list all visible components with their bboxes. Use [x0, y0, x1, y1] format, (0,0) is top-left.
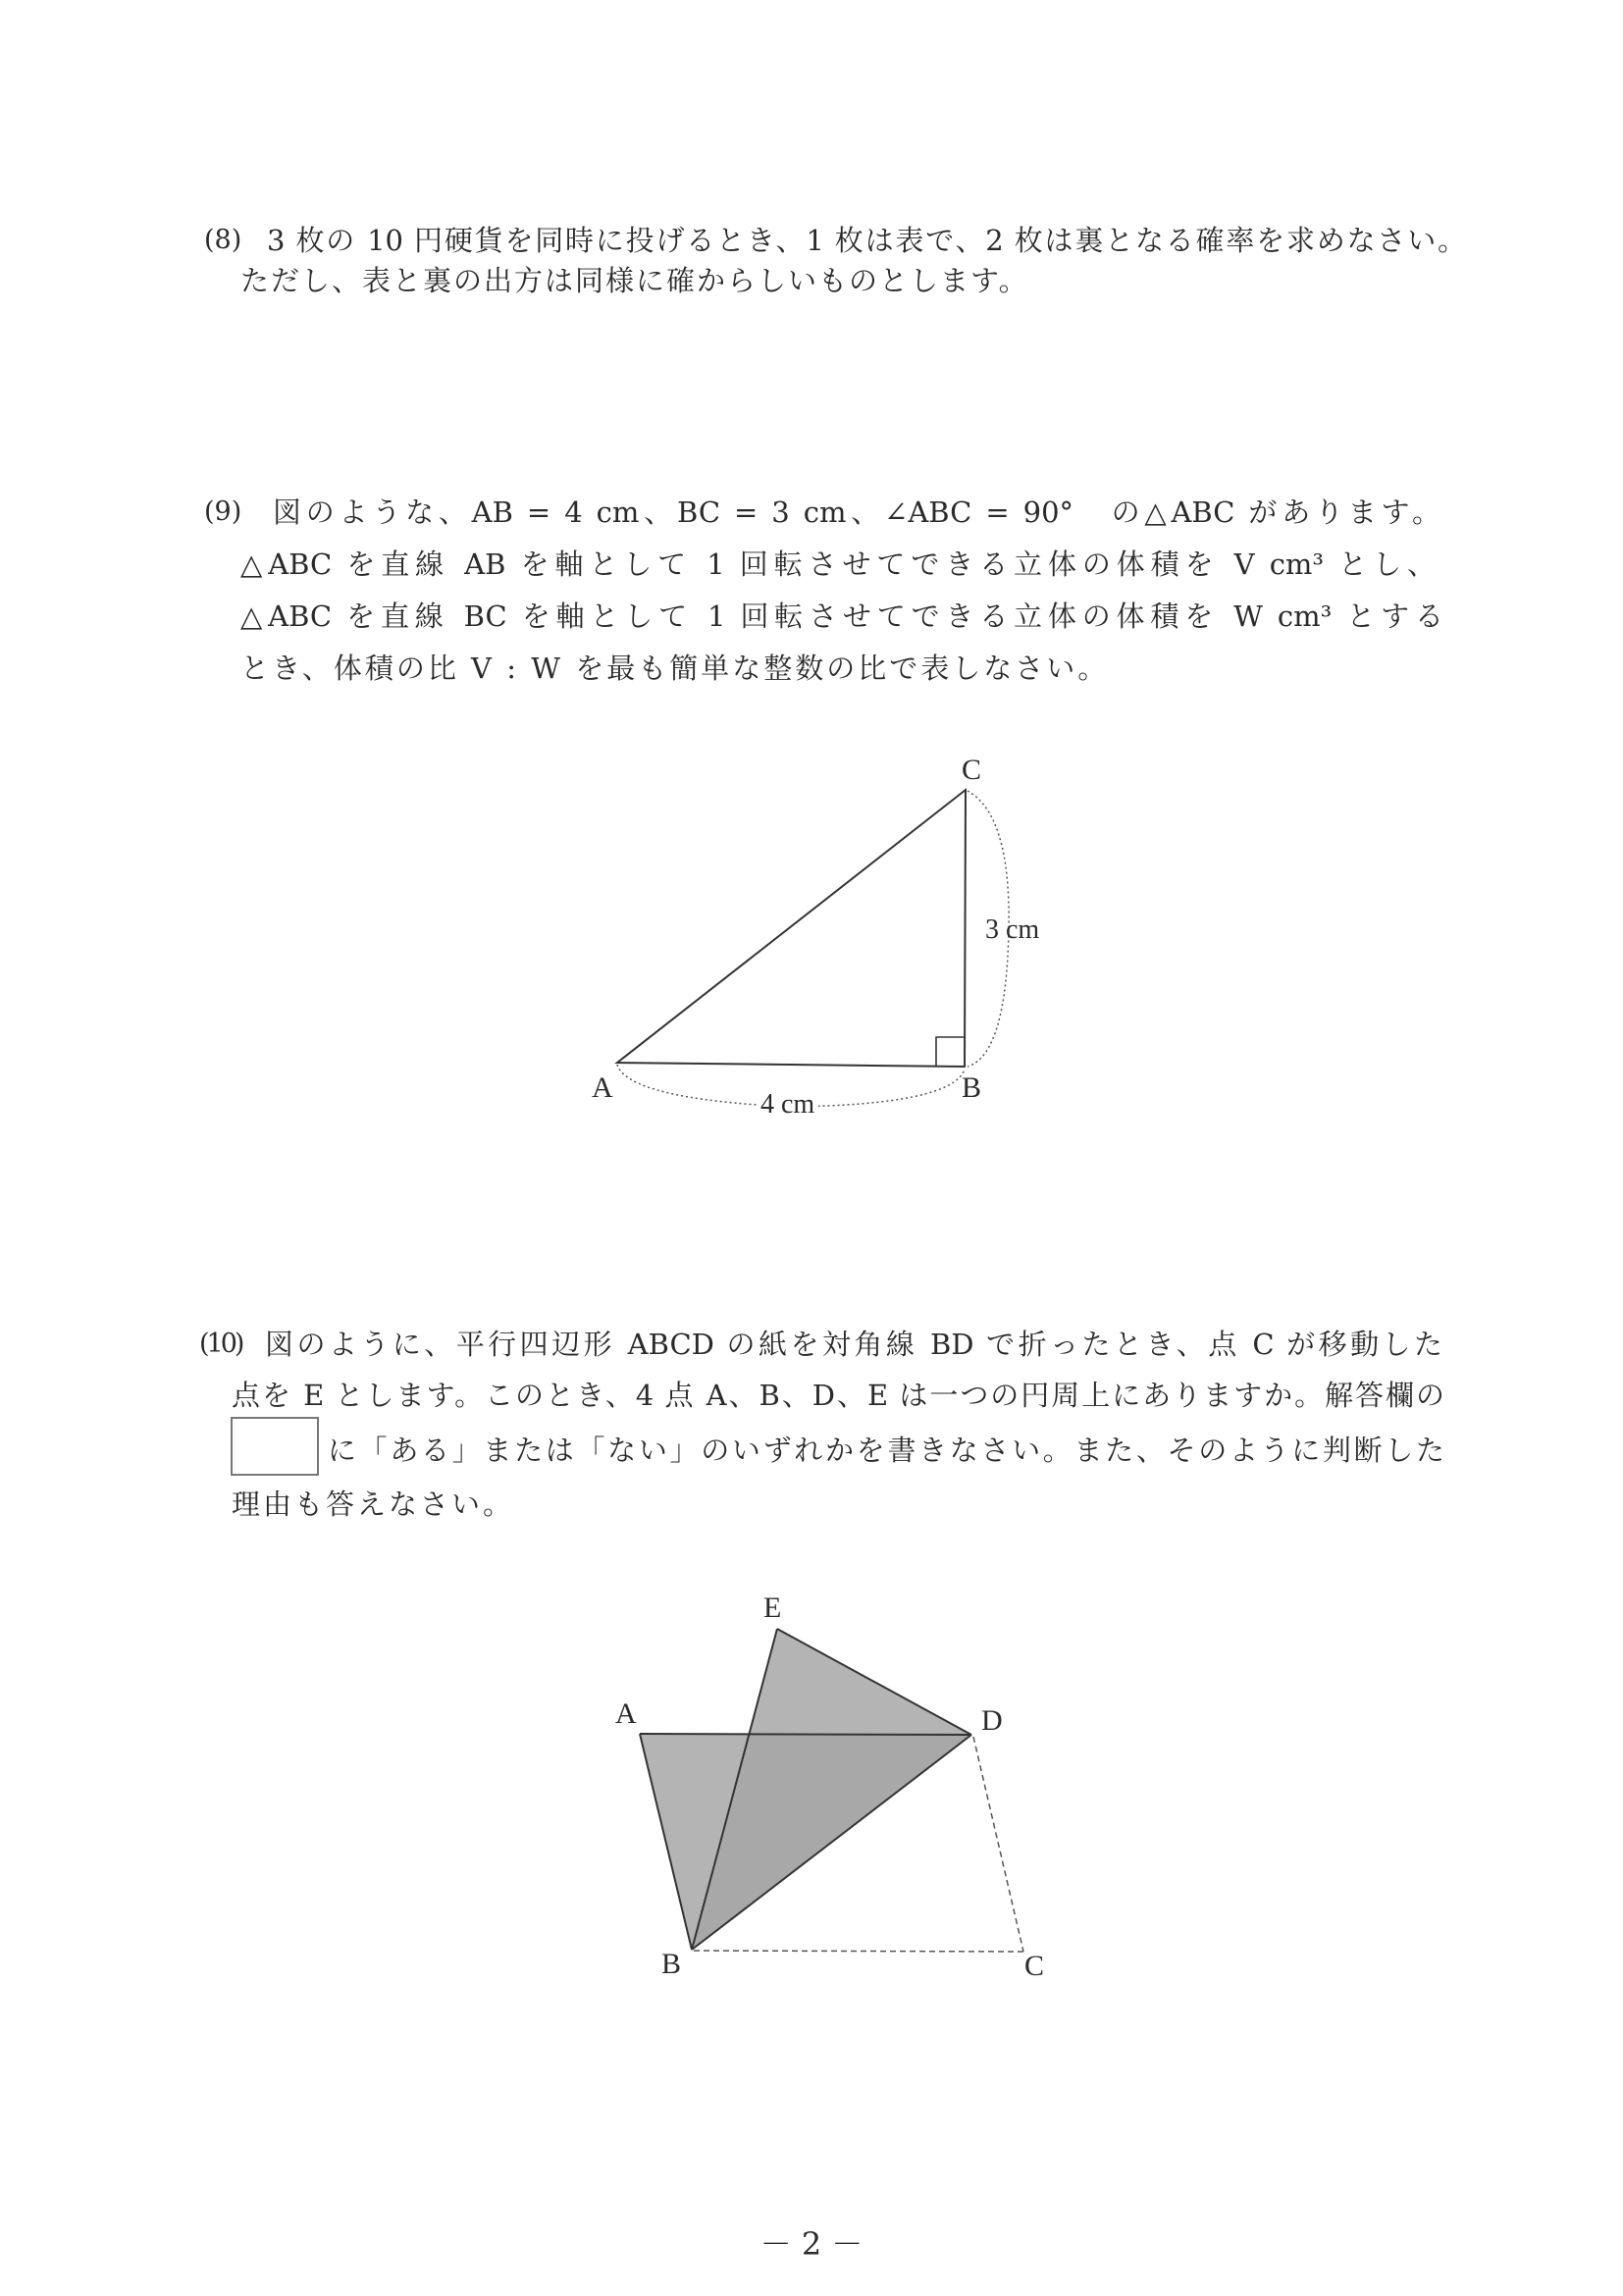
vertex-label-e: E	[763, 1592, 782, 1624]
question-text-line: 図のような、AB = 4 cm、BC = 3 cm、∠ABC = 90° の△ABC があります。	[273, 496, 1440, 529]
vertex-label-c: C	[1024, 1950, 1045, 1982]
question-number: (10)	[199, 1329, 242, 1359]
dimension-label-bc: 3 cm	[985, 914, 1040, 945]
question-text-line: 3 枚の 10 円硬貨を同時に投げるとき、1 枚は表で、2 枚は裏となる確率を求めなさい。	[267, 224, 1466, 257]
question-number: (9)	[204, 496, 242, 527]
vertex-label-c: C	[962, 754, 982, 786]
question-text-line: ただし、表と裏の出方は同様に確からしいものとします。	[240, 264, 1029, 297]
dimension-label-ab: 4 cm	[757, 1089, 818, 1121]
vertex-label-b: B	[661, 1948, 682, 1980]
question-text-line: 点を E とします。このとき、4 点 A、B、D、E は一つの円周上にありますか。解答欄の	[232, 1379, 1444, 1412]
question-text-line: 図のように、平行四辺形 ABCD の紙を対角線 BD で折ったとき、点 C が移動した	[265, 1328, 1442, 1361]
dashed-edge-dc	[973, 1737, 1023, 1952]
question-text-line: △ABC を直線 BC を軸として 1 回転させてできる立体の体積を W cm³ とする	[240, 600, 1443, 633]
edge-ad	[640, 1734, 971, 1735]
question-number: (8)	[204, 225, 242, 255]
vertex-label-a: A	[615, 1697, 637, 1730]
vertex-label-b: B	[962, 1071, 982, 1104]
question-text-line: 理由も答えなさい。	[232, 1487, 515, 1521]
dashed-edge-bc	[694, 1951, 1023, 1952]
vertex-label-a: A	[592, 1071, 613, 1104]
question-text-line: △ABC を直線 AB を軸として 1 回転させてできる立体の体積を V cm³ とし、	[240, 548, 1436, 581]
question-text-line: とき、体積の比 V : W を最も簡単な整数の比で表しなさい。	[240, 652, 1110, 685]
question-text-line: に「ある」または「ない」のいずれかを書きなさい。また、そのように判断した	[328, 1434, 1444, 1467]
vertex-label-d: D	[981, 1704, 1003, 1737]
page-number: － 2 －	[759, 2225, 864, 2263]
